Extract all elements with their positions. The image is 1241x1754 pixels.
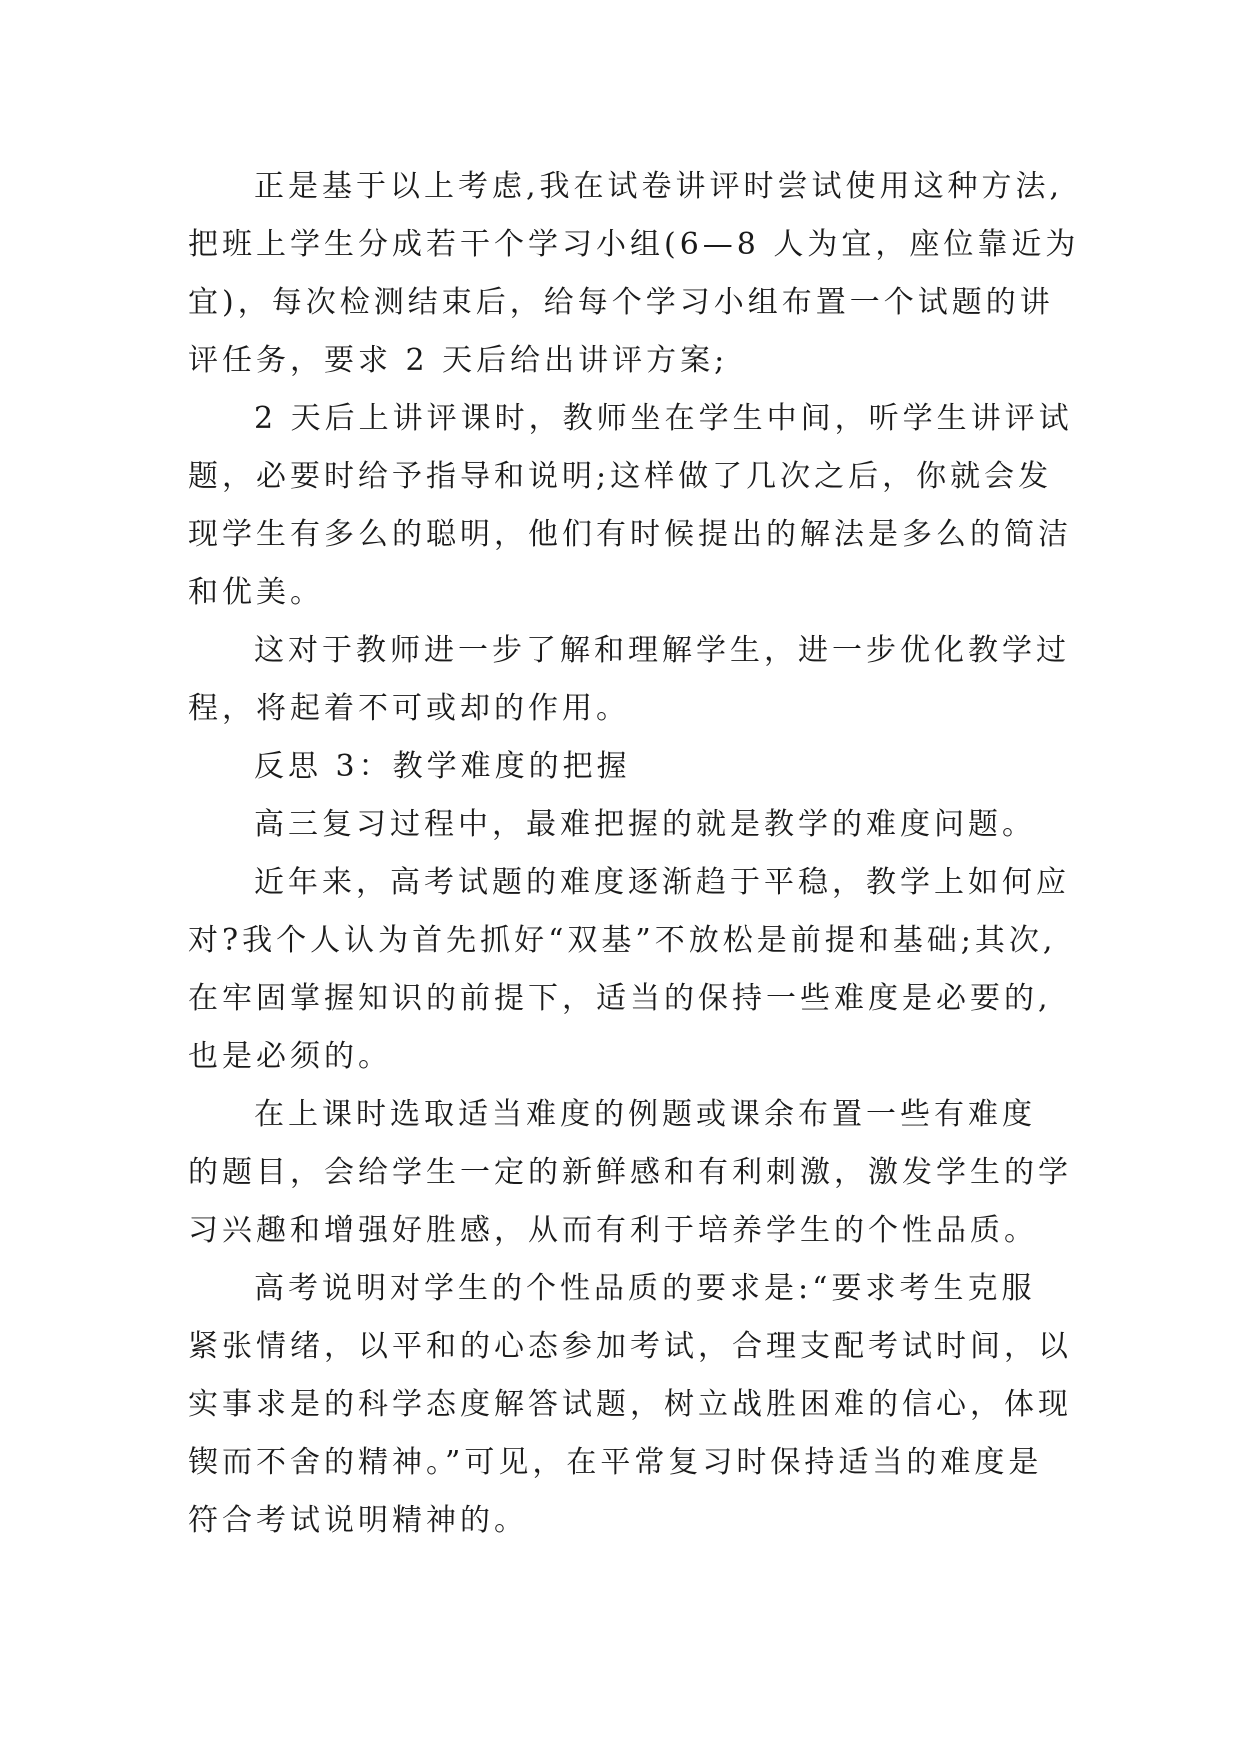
- text-line: 实事求是的科学态度解答试题，树立战胜困难的信心，体现: [188, 1387, 1072, 1422]
- text-line: 题，必要时给予指导和说明;这样做了几次之后，你就会发: [188, 459, 1053, 494]
- text-line: 近年来，高考试题的难度逐渐趋于平稳，教学上如何应: [254, 865, 1070, 900]
- text-line: 和优美。: [188, 575, 324, 610]
- text-line: 的题目，会给学生一定的新鲜感和有利刺激，激发学生的学: [188, 1155, 1072, 1190]
- text-line: 2 天后上讲评课时，教师坐在学生中间，听学生讲评试: [254, 401, 1073, 436]
- text-line: 评任务，要求 2 天后给出讲评方案;: [188, 343, 729, 378]
- text-line: 这对于教师进一步了解和理解学生，进一步优化教学过: [254, 633, 1070, 668]
- section-heading: 反思 3：教学难度的把握: [254, 749, 631, 784]
- text-line: 符合考试说明精神的。: [188, 1503, 528, 1538]
- text-line: 现学生有多么的聪明，他们有时候提出的解法是多么的简洁: [188, 517, 1072, 552]
- text-line: 在牢固掌握知识的前提下，适当的保持一些难度是必要的,: [188, 981, 1052, 1016]
- document-page: [188, 158, 1080, 1550]
- text-line: 高考说明对学生的个性品质的要求是:“要求考生克服: [254, 1271, 1036, 1306]
- text-line: 紧张情绪，以平和的心态参加考试，合理支配考试时间，以: [188, 1329, 1072, 1364]
- text-line: 高三复习过程中，最难把握的就是教学的难度问题。: [254, 807, 1036, 842]
- text-line: 宜)，每次检测结束后，给每个学习小组布置一个试题的讲: [188, 285, 1054, 320]
- text-line: 正是基于以上考虑,我在试卷讲评时尝试使用这种方法,: [254, 169, 1064, 204]
- text-line: 程，将起着不可或却的作用。: [188, 691, 630, 726]
- text-line: 也是必须的。: [188, 1039, 392, 1074]
- text-line: 把班上学生分成若干个学习小组(6—8 人为宜，座位靠近为: [188, 227, 1080, 262]
- text-line: 习兴趣和增强好胜感，从而有利于培养学生的个性品质。: [188, 1213, 1038, 1248]
- text-line: 在上课时选取适当难度的例题或课余布置一些有难度: [254, 1097, 1036, 1132]
- text-line: 锲而不舍的精神。”可见，在平常复习时保持适当的难度是: [188, 1445, 1043, 1480]
- text-line: 对?我个人认为首先抓好“双基”不放松是前提和基础;其次,: [188, 923, 1057, 958]
